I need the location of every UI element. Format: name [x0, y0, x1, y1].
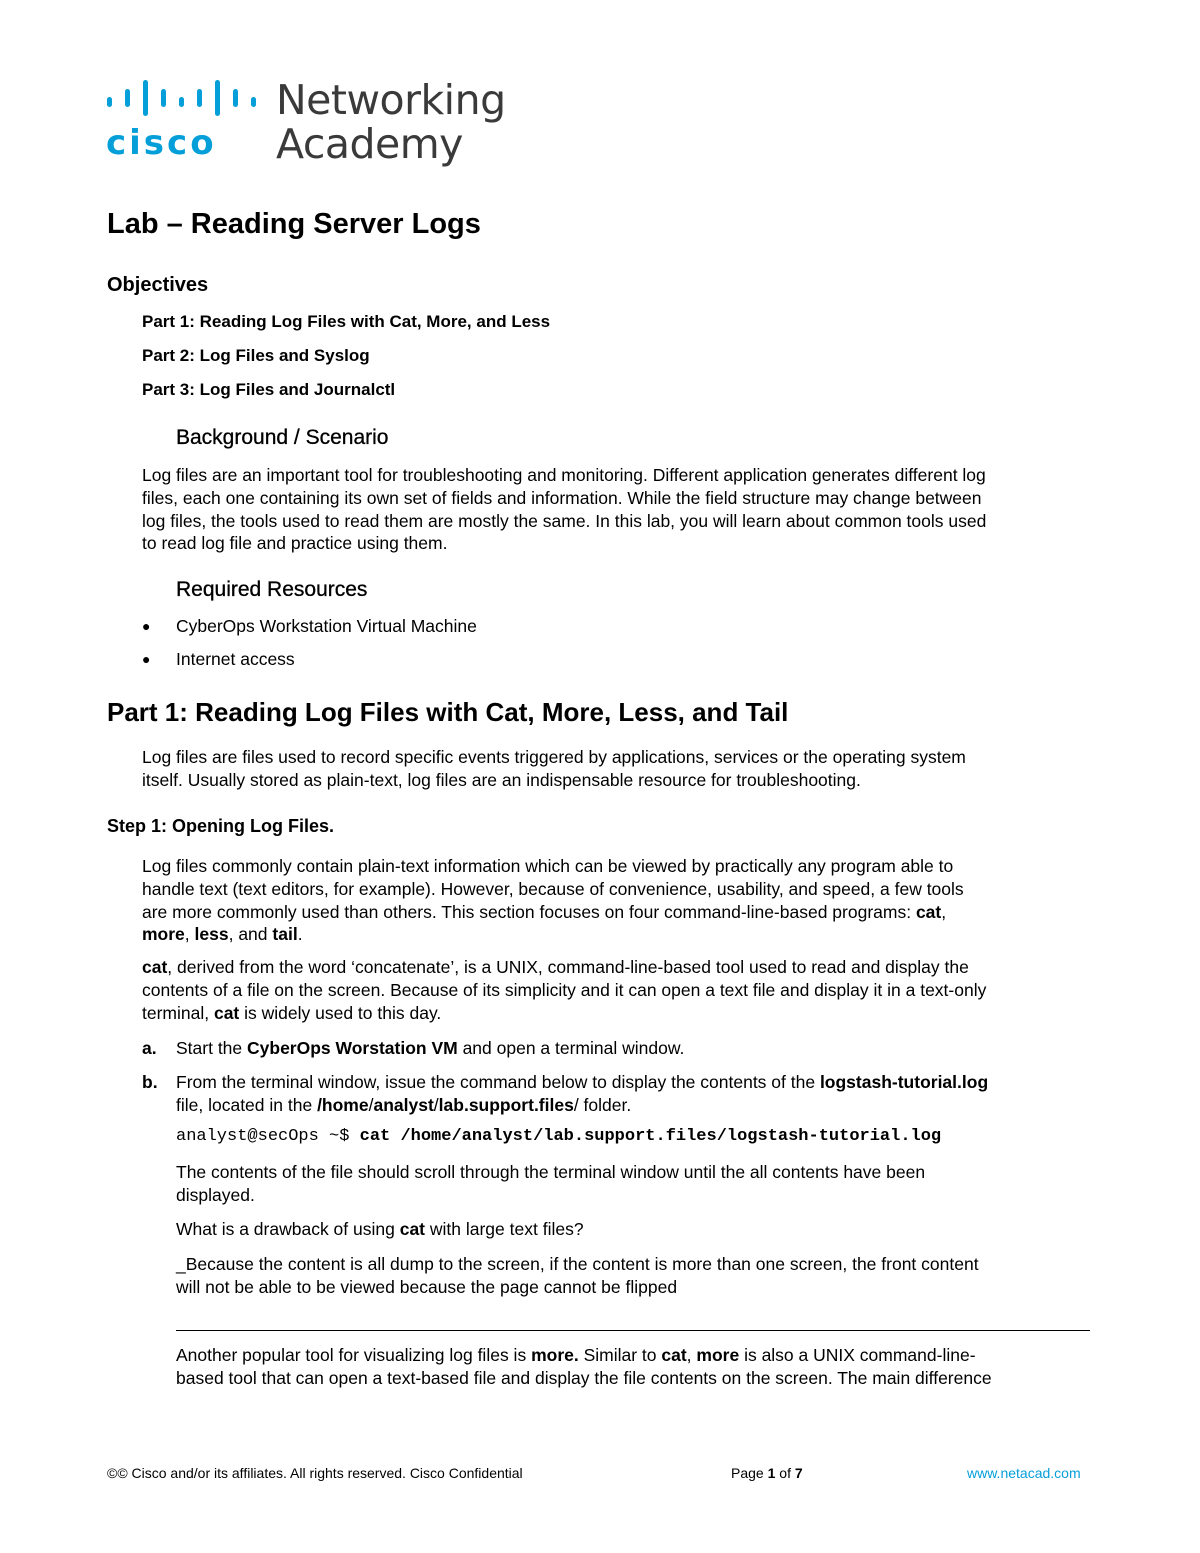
step-label-a: a.: [142, 1038, 157, 1058]
text-run: , and: [228, 924, 273, 945]
text-line: [176, 1344, 1106, 1367]
text-run: Similar to: [578, 1345, 662, 1365]
command-name: cat: [915, 901, 942, 922]
text-run: /: [433, 1094, 439, 1115]
text-run: are more commonly used than others. This section focuses on four command-line-based programs:: [142, 901, 916, 922]
text-run: /: [368, 1094, 374, 1115]
path-part: lab.support.files: [438, 1094, 574, 1115]
footer-page-number: [731, 1465, 803, 1481]
text-run: with large text files?: [425, 1219, 584, 1239]
text-line: [176, 1071, 1106, 1094]
bullet-icon: ●: [142, 618, 151, 634]
text-run: From the terminal window, issue the command below to display the contents of the: [176, 1072, 820, 1092]
text-line: [142, 923, 1102, 946]
background-paragraph: [142, 464, 1102, 555]
text-line: [142, 1002, 1102, 1025]
shell-prompt: analyst@secOps ~$: [176, 1127, 360, 1146]
after-command-text: [176, 1161, 1106, 1207]
path-part: analyst: [373, 1094, 434, 1115]
path-part: /home: [317, 1094, 369, 1115]
objective-item: Part 2: Log Files and Syslog: [142, 346, 370, 365]
step-b-text: [176, 1071, 1106, 1117]
text-run: and open a terminal window.: [457, 1038, 685, 1058]
text-run: ,: [686, 1345, 697, 1365]
total-pages: 7: [794, 1465, 803, 1481]
command-name: cat: [661, 1345, 687, 1365]
text-line: Log files are an important tool for troubleshooting and monitoring. Different application generates different log: [142, 465, 986, 485]
text-line: [142, 956, 1102, 979]
step1-paragraph-1: [142, 855, 1102, 946]
part1-intro: [142, 746, 1102, 792]
cisco-networking-academy-logo: [106, 76, 506, 170]
command-name: more: [696, 1345, 740, 1365]
page-title: Lab – Reading Server Logs: [107, 208, 481, 240]
text-line: will not be able to be viewed because the page cannot be flipped: [176, 1276, 678, 1297]
resource-item: CyberOps Workstation Virtual Machine: [176, 616, 477, 636]
command-name: less: [194, 924, 229, 945]
text-line: [176, 1094, 1106, 1117]
text-line: The contents of the file should scroll through the terminal window until the all contents have been: [176, 1162, 926, 1182]
text-run: Another popular tool for visualizing log files is: [176, 1345, 532, 1365]
text-line: based tool that can open a text-based file and display the file contents on the screen. The main difference: [176, 1367, 992, 1388]
command-name: more.: [531, 1345, 579, 1365]
command-name: tail: [272, 924, 298, 945]
text-run: terminal,: [142, 1002, 214, 1023]
footer-copyright: ©© Cisco and/or its affiliates. All rights reserved. Cisco Confidential: [107, 1465, 523, 1481]
step-a-text: [176, 1037, 1106, 1060]
command-text: cat /home/analyst/lab.support.files/logstash-tutorial.log: [359, 1127, 942, 1146]
current-page: 1: [767, 1465, 776, 1481]
step1-heading: Step 1: Opening Log Files.: [107, 816, 335, 836]
logo-academy: Academy: [276, 120, 463, 168]
text-run: is also a UNIX command-line-: [739, 1345, 976, 1365]
text-run: ,: [184, 924, 195, 945]
logo-networking: Networking: [276, 76, 506, 124]
text-run: / folder.: [573, 1094, 632, 1115]
text-run: What is a drawback of using: [176, 1219, 400, 1239]
cisco-bars-icon: [106, 80, 266, 120]
more-paragraph: [176, 1344, 1106, 1390]
text-line: itself. Usually stored as plain-text, log files are an indispensable resource for troubleshooting.: [142, 769, 861, 790]
text-run: is widely used to this day.: [239, 1002, 442, 1023]
command-name: cat: [213, 1002, 240, 1023]
file-name: logstash-tutorial.log: [819, 1072, 989, 1092]
text-line: Log files commonly contain plain-text information which can be viewed by practically any program able to: [142, 856, 954, 876]
text-run: Start the: [176, 1038, 248, 1058]
text-run: , derived from the word ‘concatenate’, is a UNIX, command-line-based tool used to read and display the: [167, 957, 969, 977]
objective-item: Part 1: Reading Log Files with Cat, More, and Less: [142, 312, 551, 331]
command-name: cat: [399, 1219, 426, 1239]
cisco-wordmark: cisco: [106, 123, 217, 163]
text-run: .: [297, 924, 303, 945]
answer-text: [176, 1253, 1106, 1299]
part1-heading: Part 1: Reading Log Files with Cat, More, Less, and Tail: [107, 697, 789, 727]
resources-heading: Required Resources: [176, 578, 368, 601]
terminal-command: [176, 1127, 941, 1146]
answer-line: [176, 1330, 1090, 1331]
text-line: to read log file and practice using them.: [142, 533, 448, 554]
command-name: more: [142, 924, 185, 945]
footer-link[interactable]: www.netacad.com: [967, 1465, 1081, 1481]
text-run: file, located in the: [176, 1094, 318, 1115]
text-line: Log files are files used to record specific events triggered by applications, services or the operating system: [142, 747, 966, 767]
objective-item: Part 3: Log Files and Journalctl: [142, 380, 396, 399]
resource-item: Internet access: [176, 649, 295, 669]
step-label-b: b.: [142, 1072, 158, 1092]
text-line: contents of a file on the screen. Because of its simplicity and it can open a text file and display it in a text-only: [142, 979, 987, 1000]
text-line: handle text (text editors, for example). However, because of convenience, usability, and speed, a few tools: [142, 878, 964, 899]
vm-name: CyberOps Worstation VM: [247, 1038, 458, 1058]
text-line: log files, the tools used to read them are mostly the same. In this lab, you will learn about common tools used: [142, 510, 987, 531]
background-heading: Background / Scenario: [176, 426, 389, 449]
bullet-icon: ●: [142, 651, 151, 667]
objectives-heading: Objectives: [107, 274, 209, 296]
question-text: [176, 1218, 1106, 1241]
text-line: [142, 901, 1102, 924]
text-run: Page: [731, 1465, 768, 1481]
step1-paragraph-2: [142, 956, 1102, 1024]
text-line: files, each one containing its own set of fields and information. While the field structure may change between: [142, 487, 982, 508]
text-run: ,: [941, 901, 947, 922]
text-run: of: [775, 1465, 795, 1481]
command-name: cat: [142, 957, 168, 977]
text-line: _Because the content is all dump to the screen, if the content is more than one screen, the front content: [176, 1254, 979, 1274]
text-line: displayed.: [176, 1184, 255, 1205]
